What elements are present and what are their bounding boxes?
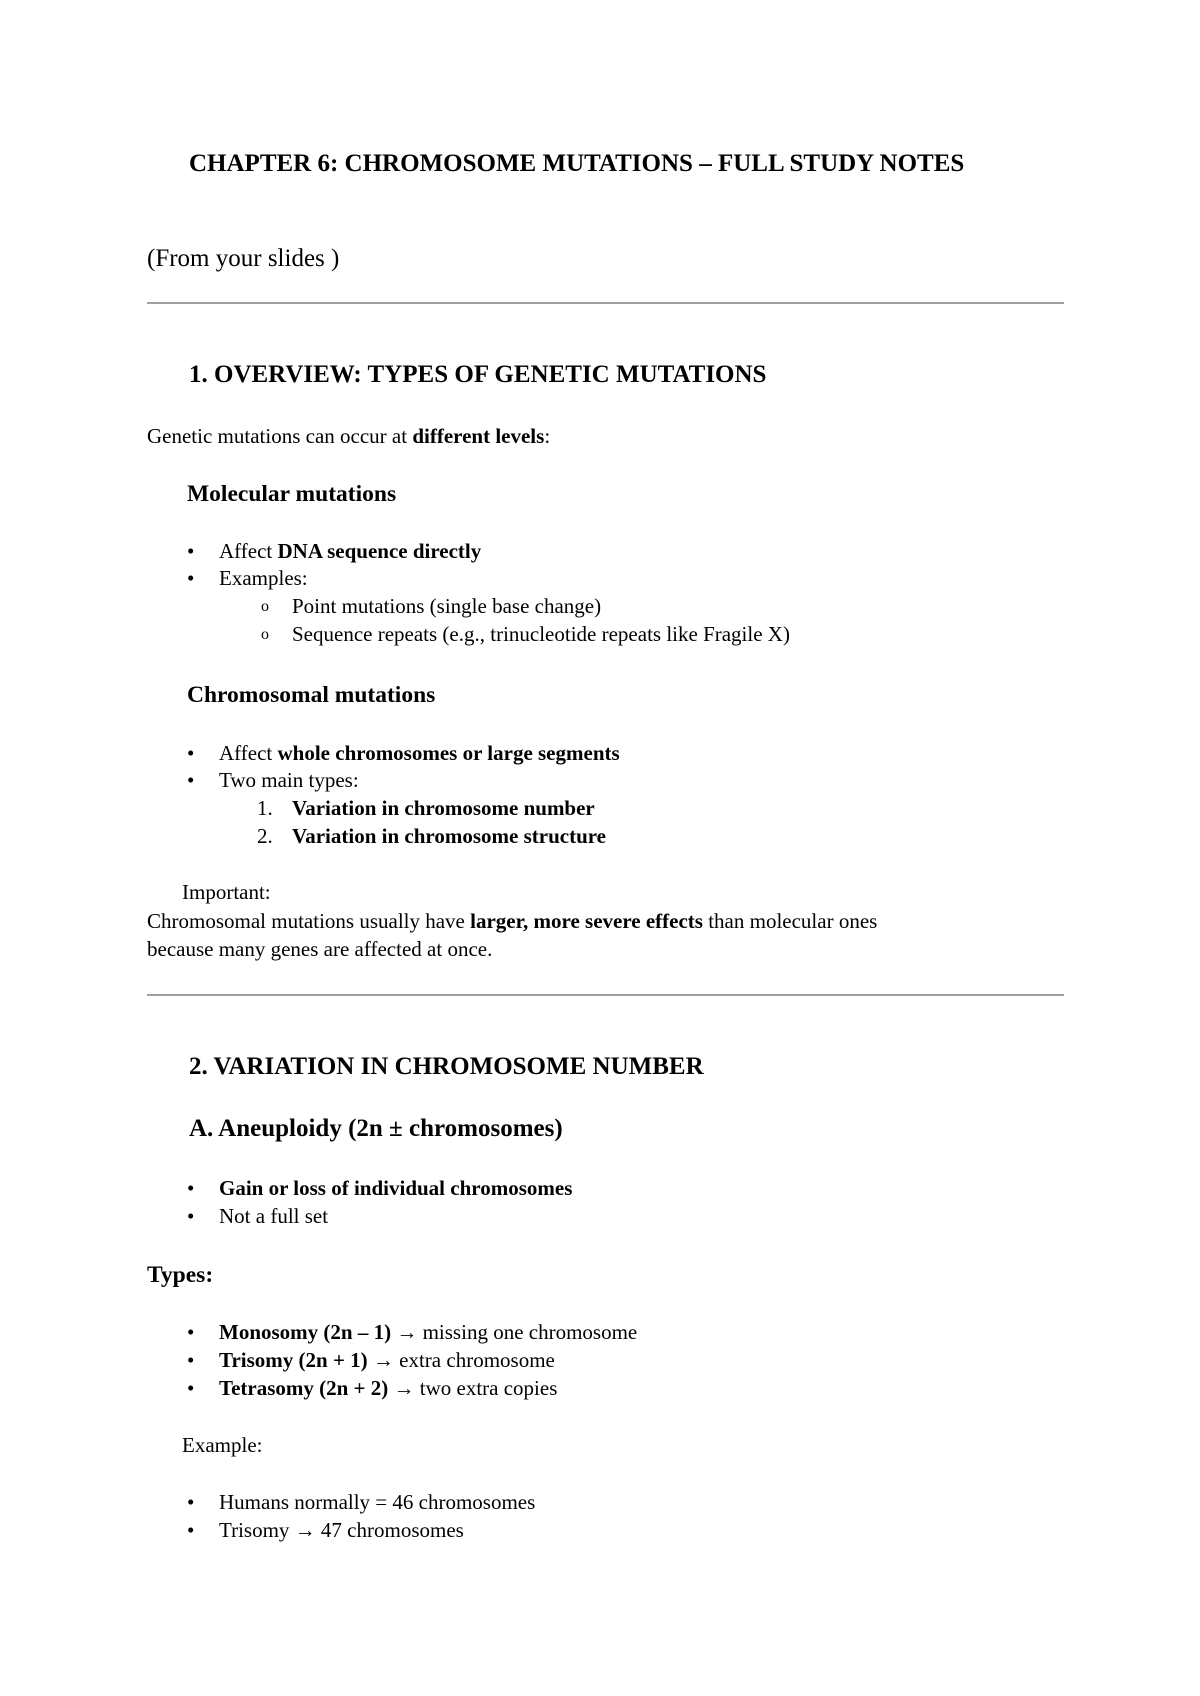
list-item-emphasis: Monosomy (2n – 1): [219, 1320, 392, 1344]
sub-bullet-marker: o: [261, 626, 269, 643]
note-emphasis: larger, more severe effects: [470, 909, 703, 933]
list-item: [187, 539, 482, 564]
bullet-marker: •: [187, 539, 195, 563]
molecular-mutations-heading: Molecular mutations: [187, 481, 397, 507]
list-item-text: → two extra copies: [388, 1376, 558, 1400]
list-item: [187, 566, 308, 591]
important-note-line-2: because many genes are affected at once.: [147, 937, 493, 961]
section-2-heading: 2. VARIATION IN CHROMOSOME NUMBER: [189, 1053, 704, 1080]
note-text: than molecular ones: [702, 909, 878, 933]
bullet-marker: •: [187, 1204, 195, 1228]
chromosomal-mutations-heading: Chromosomal mutations: [187, 682, 436, 708]
sub-list-item: [261, 594, 602, 619]
bullet-marker: •: [187, 1518, 195, 1542]
bullet-marker: •: [187, 768, 195, 792]
list-number: 1.: [257, 796, 273, 820]
list-item: [187, 741, 620, 766]
list-item: [187, 1320, 638, 1345]
list-item-text: Two main types:: [219, 768, 359, 792]
sub-list-item-text: Sequence repeats (e.g., trinucleotide repeats like Fragile X): [292, 622, 790, 646]
list-item-emphasis: Tetrasomy (2n + 2): [219, 1376, 389, 1400]
bullet-marker: •: [187, 566, 195, 590]
list-item-emphasis: whole chromosomes or large segments: [277, 741, 620, 765]
bullet-marker: •: [187, 741, 195, 765]
list-item: [187, 1490, 536, 1515]
intro-emphasis: different levels: [412, 424, 545, 448]
list-number: 2.: [257, 824, 273, 848]
bullet-marker: •: [187, 1320, 195, 1344]
list-item-text: Examples:: [219, 566, 308, 590]
numbered-item-text: Variation in chromosome structure: [292, 824, 607, 848]
list-item: [187, 768, 359, 793]
list-item-text: Trisomy → 47 chromosomes: [219, 1518, 464, 1542]
numbered-item: [257, 796, 595, 821]
list-item-text: Affect: [219, 539, 278, 563]
horizontal-rule: [147, 302, 1064, 304]
list-item-emphasis: Trisomy (2n + 1): [219, 1348, 368, 1372]
note-text: Chromosomal mutations usually have: [147, 909, 471, 933]
example-label: Example:: [182, 1433, 263, 1457]
list-item-text: Humans normally = 46 chromosomes: [219, 1490, 536, 1514]
horizontal-rule: [147, 994, 1064, 996]
section-1-intro: [147, 424, 550, 449]
list-item: [187, 1376, 558, 1401]
list-item: [187, 1518, 464, 1543]
important-label: Important:: [182, 880, 271, 904]
list-item: [187, 1204, 329, 1229]
list-item: [187, 1348, 555, 1373]
important-note-line-1: [147, 909, 877, 934]
numbered-item-text: Variation in chromosome number: [292, 796, 595, 820]
numbered-item: [257, 824, 607, 849]
section-1-heading: 1. OVERVIEW: TYPES OF GENETIC MUTATIONS: [189, 361, 767, 388]
bullet-marker: •: [187, 1490, 195, 1514]
sub-list-item: [261, 622, 790, 647]
bullet-marker: •: [187, 1176, 195, 1200]
aneuploidy-heading: A. Aneuploidy (2n ± chromosomes): [189, 1115, 563, 1142]
list-item-text: → extra chromosome: [367, 1348, 555, 1372]
list-item-text: Not a full set: [219, 1204, 329, 1228]
sub-bullet-marker: o: [261, 598, 269, 615]
bullet-marker: •: [187, 1348, 195, 1372]
document-subtitle: (From your slides ): [147, 245, 340, 272]
list-item: [187, 1176, 573, 1201]
document-title: CHAPTER 6: CHROMOSOME MUTATIONS – FULL STUDY NOTES: [189, 150, 965, 177]
intro-punct: :: [544, 424, 551, 448]
list-item-text: Affect: [219, 741, 278, 765]
sub-list-item-text: Point mutations (single base change): [292, 594, 602, 618]
bullet-marker: •: [187, 1376, 195, 1400]
list-item-text: → missing one chromosome: [391, 1320, 638, 1344]
types-heading: Types:: [147, 1262, 214, 1288]
intro-text: Genetic mutations can occur at: [147, 424, 413, 448]
list-item-text: Gain or loss of individual chromosomes: [219, 1176, 573, 1200]
list-item-emphasis: DNA sequence directly: [277, 539, 482, 563]
